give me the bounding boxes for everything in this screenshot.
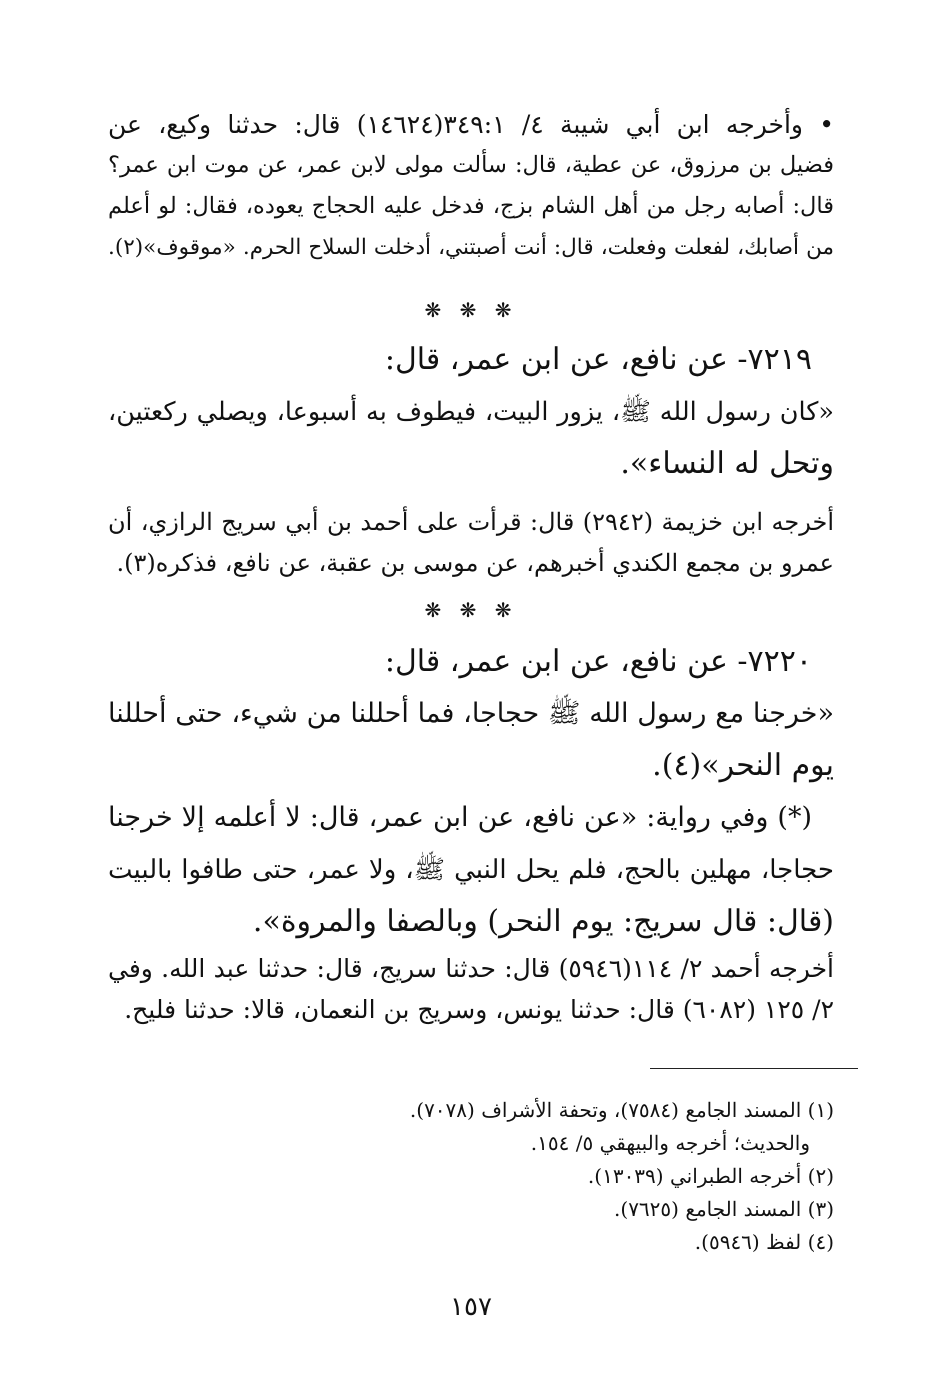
text-line: فضيل بن مرزوق، عن عطية، قال: سألت مولى لابن عمر، عن موت ابن عمر؟ xyxy=(108,152,834,178)
footnote: (١) المسند الجامع (٧٥٨٤)، وتحفة الأشراف (٧٠٧٨). xyxy=(409,1098,834,1122)
section-separator: ❋ ❋ ❋ xyxy=(424,598,518,622)
text-line: أخرجه ابن خزيمة (٢٩٤٢) قال: قرأت على أحمد بن أبي سريج الرازي، أن xyxy=(108,508,834,536)
hadith-text-line: حجاجا، مهلين بالحج، فلم يحل النبي ﷺ، ولا عمر، حتى طافوا بالبيت xyxy=(108,855,834,885)
hadith-heading: ٧٢٢٠- عن نافع، عن ابن عمر، قال: xyxy=(384,644,812,679)
hadith-text-line: وتحل له النساء». xyxy=(620,446,834,481)
hadith-text-line: (*) وفي رواية: «عن نافع، عن ابن عمر، قال: لا أعلمه إلا خرجنا xyxy=(108,802,812,833)
takhrij-7220 xyxy=(108,948,834,1030)
hadith-heading: ٧٢١٩- عن نافع، عن ابن عمر، قال: xyxy=(384,342,812,377)
text-line: • وأخرجه ابن أبي شيبة ٤/ ٣٤٩:١(١٤٦٢٤) قال: حدثنا وكيع، عن xyxy=(108,110,834,139)
footnote: (٣) المسند الجامع (٧٦٢٥). xyxy=(614,1197,834,1221)
footnote-divider xyxy=(650,1068,858,1069)
text-line: ٢/ ١٢٥ (٦٠٨٢) قال: حدثنا يونس، وسريج بن النعمان، قالا: حدثنا فليح. xyxy=(124,995,834,1024)
hadith-text-line: «كان رسول الله ﷺ، يزور البيت، فيطوف به أسبوعا، ويصلي ركعتين، xyxy=(108,397,834,427)
footnotes xyxy=(108,1094,834,1259)
takhrij-ibn-abi-shayba xyxy=(108,104,834,268)
hadith-7220 xyxy=(108,636,834,792)
takhrij-7219 xyxy=(108,502,834,584)
footnote: (٤) لفظ (٥٩٤٦). xyxy=(694,1230,834,1254)
text-line: أخرجه أحمد ٢/ ١١٤(٥٩٤٦) قال: حدثنا سريج، قال: حدثنا عبد الله. وفي xyxy=(108,954,834,983)
page-number: ١٥٧ xyxy=(450,1292,492,1322)
riwaya xyxy=(108,792,834,948)
footnote: (٢) أخرجه الطبراني (١٣٠٣٩). xyxy=(587,1164,834,1188)
hadith-text-line: يوم النحر»(٤). xyxy=(652,748,834,783)
hadith-text-line: «خرجنا مع رسول الله ﷺ حجاجا، فما أحللنا من شيء، حتى أحللنا xyxy=(108,698,834,729)
footnote-continuation: والحديث؛ أخرجه والبيهقي ٥/ ١٥٤. xyxy=(530,1131,810,1155)
text-line: قال: أصابه رجل من أهل الشام بزج، فدخل عليه الحجاج يعوده، فقال: لو أعلم xyxy=(108,193,834,219)
hadith-text-line: (قال: قال سريج: يوم النحر) وبالصفا والمروة». xyxy=(252,904,834,939)
text-line: من أصابك، لفعلت وفعلت، قال: أنت أصبتني، أدخلت السلاح الحرم. «موقوف»(٢). xyxy=(108,235,834,260)
hadith-7219 xyxy=(108,334,834,490)
section-separator: ❋ ❋ ❋ xyxy=(424,298,518,322)
text-line: عمرو بن مجمع الكندي أخبرهم، عن موسى بن عقبة، عن نافع، فذكره(٣). xyxy=(116,549,834,577)
